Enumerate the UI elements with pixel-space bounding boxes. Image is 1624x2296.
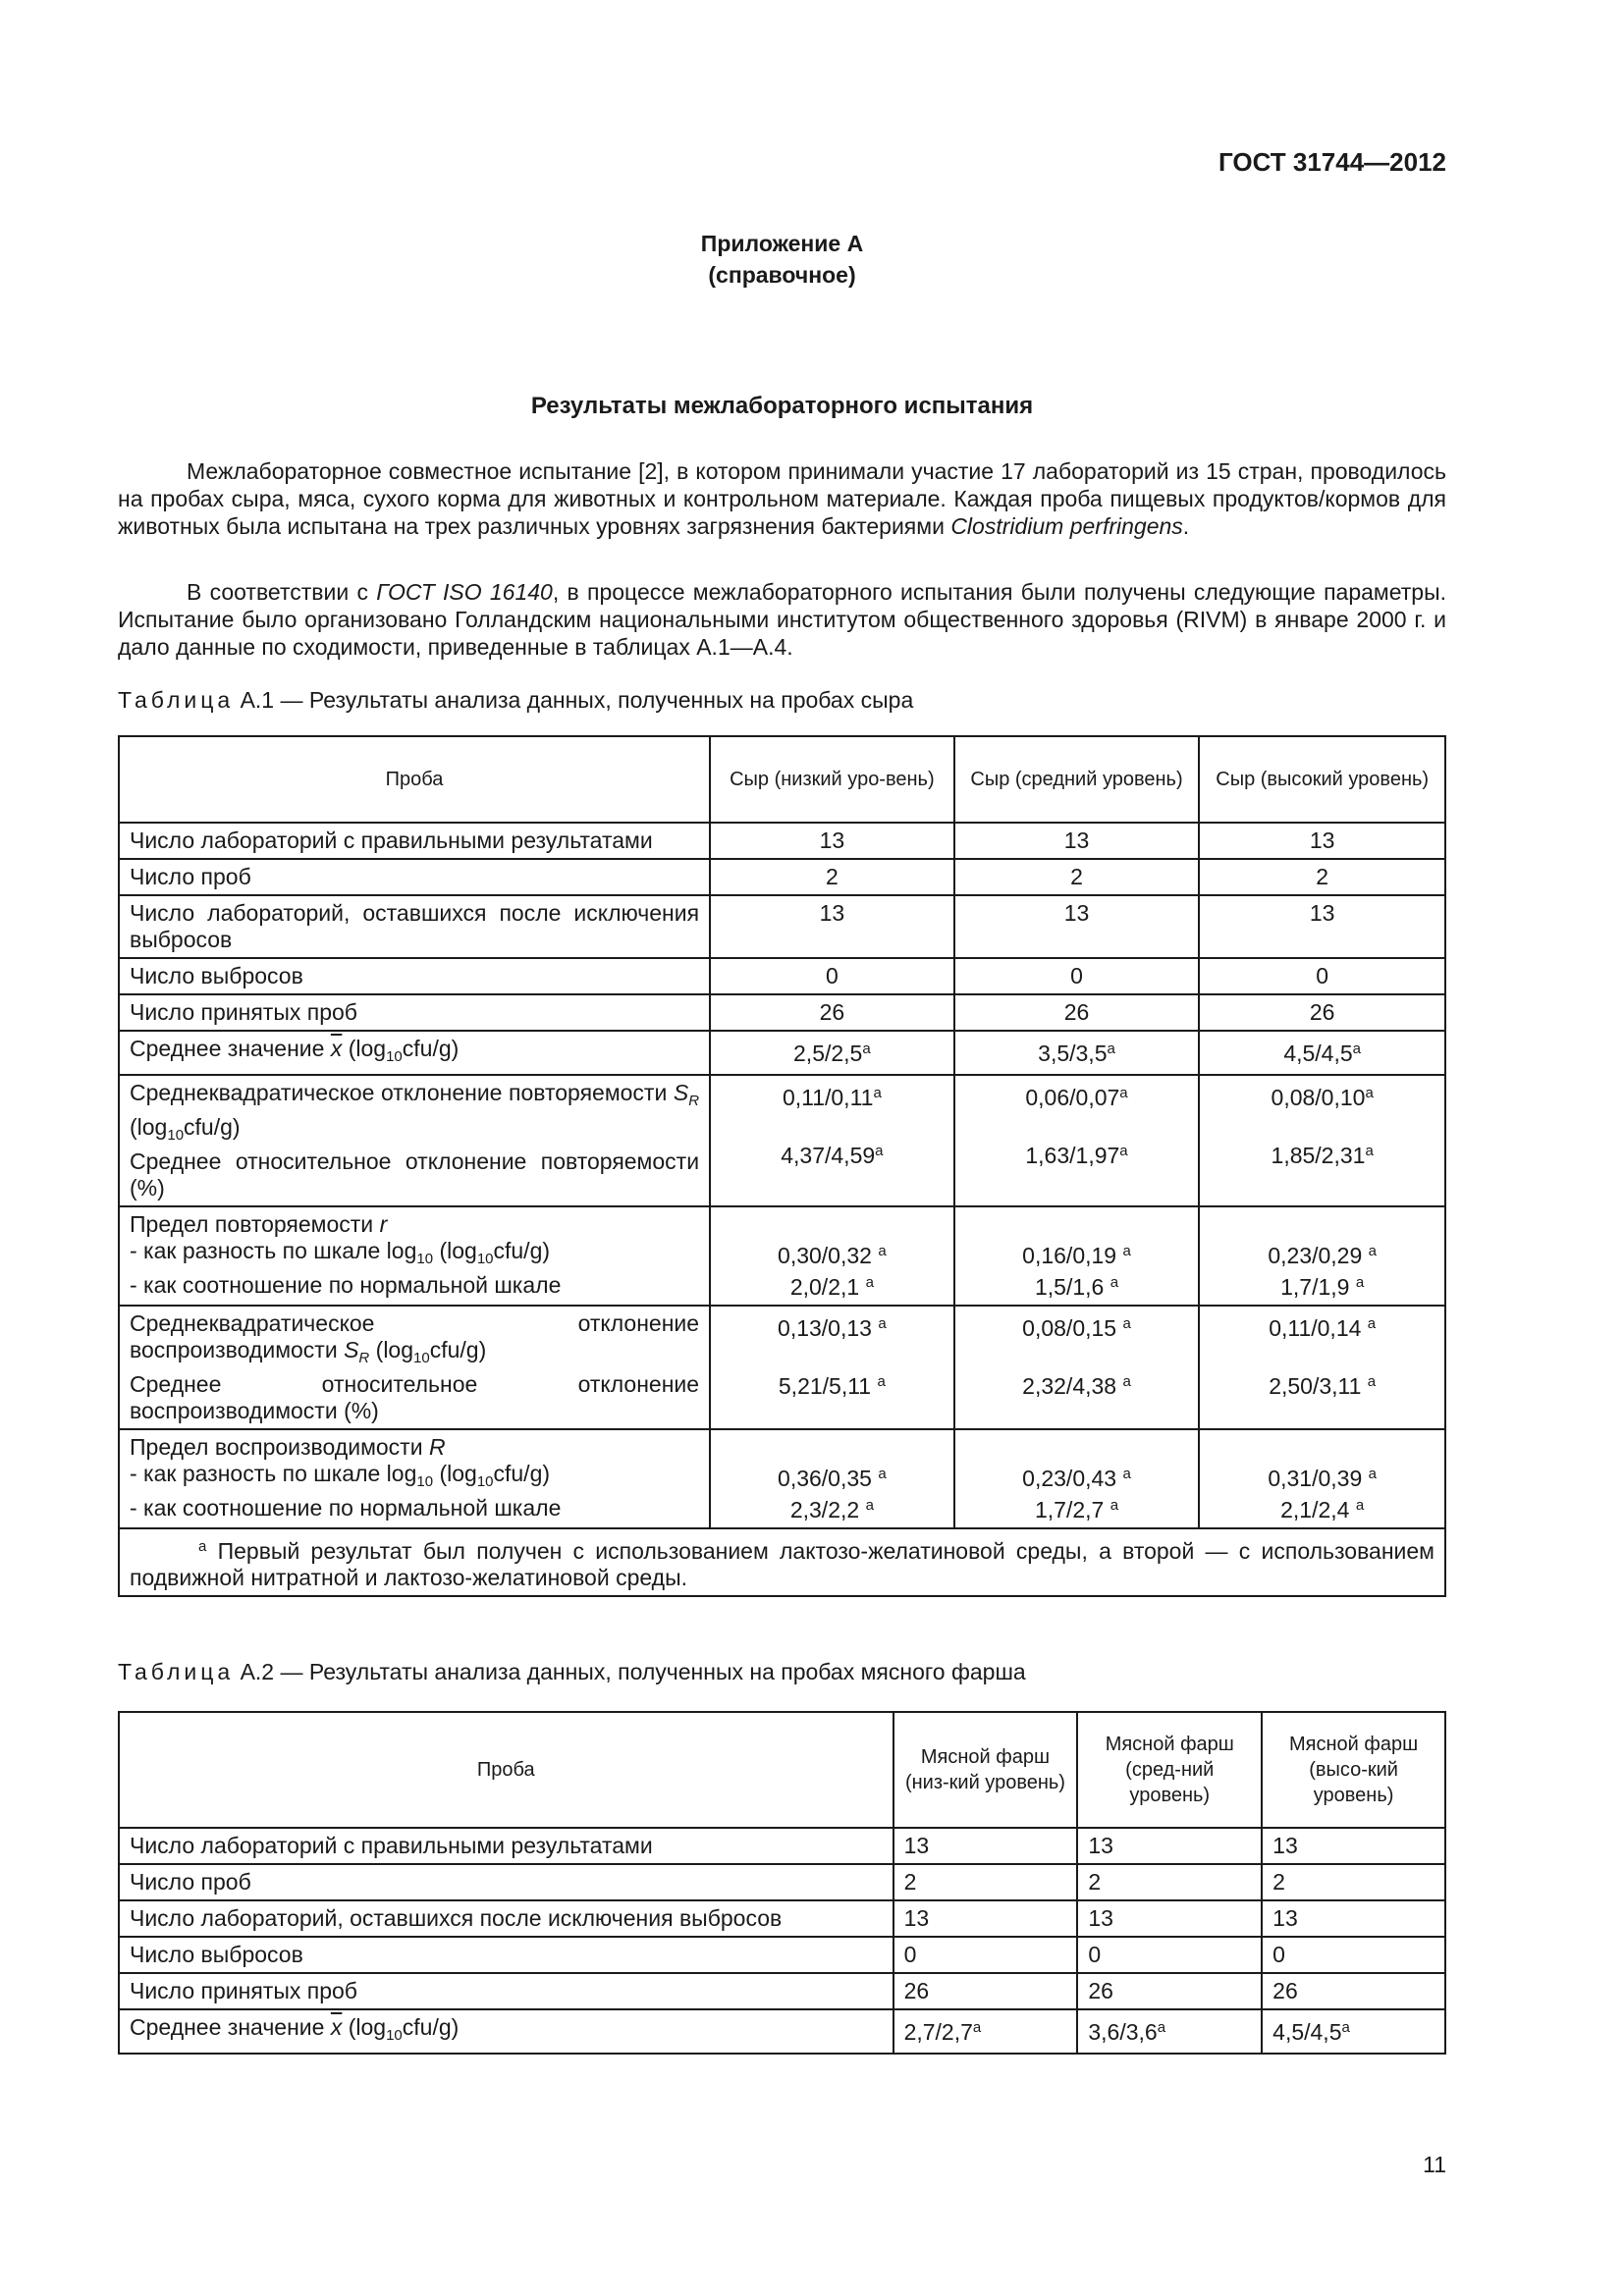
table-row-mean	[119, 2009, 1445, 2054]
cell-value: 13	[893, 1900, 1078, 1937]
cell-value: 0	[1262, 1937, 1445, 1973]
cell-value: 0,08/0,10$^a$ 1,85/2,31$^a$	[1199, 1075, 1445, 1206]
table-footnote: $^a$ Первый результат был получен с использованием лактозо-желатиновой среды, а второй — с использованием подвижной нитратной и лактозо-желатиновой среды.	[119, 1528, 1445, 1596]
cell-value: 13	[1262, 1900, 1445, 1937]
cell-value: 0,31/0,39 $^a$ 2,1/2,4 $^a$	[1199, 1429, 1445, 1528]
row-label: Число лабораторий с правильными результатами	[119, 823, 710, 859]
row-label: Среднее значение $\overline{x}$ $(\log_{10}cfu/g)$	[119, 2009, 893, 2054]
annex-heading	[118, 228, 1446, 291]
row-label: Число принятых проб	[119, 1973, 893, 2009]
cell-value: 0,11/0,14 $^a$ 2,50/3,11 $^a$	[1199, 1306, 1445, 1429]
table-row-repeatability-sd	[119, 1075, 1445, 1206]
table-row	[119, 1864, 1445, 1900]
header-meat-high: Мясной фарш (высо-кий уровень)	[1262, 1712, 1445, 1828]
table1-header-row	[119, 736, 1445, 823]
cell-value: 2	[893, 1864, 1078, 1900]
cell-value: 13	[1199, 895, 1445, 958]
header-meat-mid: Мясной фарш (сред-ний уровень)	[1077, 1712, 1262, 1828]
header-sample: Проба	[119, 736, 710, 823]
row-label: Число лабораторий, оставшихся после исключения выбросов	[119, 1900, 893, 1937]
cell-value: 4,5/4,5$^a$	[1199, 1031, 1445, 1075]
section-title: Результаты межлабораторного испытания	[530, 393, 1034, 419]
intro-paragraph-2: В соответствии с ГОСТ ISO 16140, в процессе межлабораторного испытания были получены следующие параметры. Испытание было организовано Голландским национальными институтом общественного здоровья (RIVM) в январе 2000 г. и дало данные по сходимости, приведенные в таблицах А.1—А.4.	[118, 579, 1447, 660]
row-label: Число проб	[119, 1864, 893, 1900]
cell-value: 0	[710, 958, 954, 994]
table-minced-meat	[118, 1711, 1446, 2055]
cell-value: 3,5/3,5$^a$	[954, 1031, 1200, 1075]
header-cheese-high: Сыр (высокий уровень)	[1199, 736, 1445, 823]
row-label: Число выбросов	[119, 1937, 893, 1973]
row-label: Число выбросов	[119, 958, 710, 994]
cell-value: 0,30/0,32 $^a$ 2,0/2,1 $^a$	[710, 1206, 954, 1306]
table-row	[119, 823, 1445, 859]
table-row	[119, 1937, 1445, 1973]
row-label: Число проб	[119, 859, 710, 895]
cell-value: 2	[1077, 1864, 1262, 1900]
cell-value: 0,13/0,13 $^a$ 5,21/5,11 $^a$	[710, 1306, 954, 1429]
table-cheese	[118, 735, 1446, 1597]
header-cheese-mid: Сыр (средний уровень)	[954, 736, 1200, 823]
table-row	[119, 895, 1445, 958]
cell-value: 2	[1262, 1864, 1445, 1900]
cell-value: 0,23/0,43 $^a$ 1,7/2,7 $^a$	[954, 1429, 1200, 1528]
row-label: Предел повторяемости r - как разность по шкале $\log_{10} (\log_{10}cfu/g)$ - как соотношение по нормальной шкале	[119, 1206, 710, 1306]
cell-value: 13	[1077, 1828, 1262, 1864]
cell-value: 26	[710, 994, 954, 1031]
cell-value: 2,5/2,5$^a$	[710, 1031, 954, 1075]
cell-value: 0,08/0,15 $^a$ 2,32/4,38 $^a$	[954, 1306, 1200, 1429]
header-sample: Проба	[119, 1712, 893, 1828]
cell-value: 0	[893, 1937, 1078, 1973]
table1-footnote-row	[119, 1528, 1445, 1596]
table-row	[119, 1973, 1445, 2009]
table2-header-row	[119, 1712, 1445, 1828]
table-row-reproducibility-sd	[119, 1306, 1445, 1429]
cell-value: 13	[1262, 1828, 1445, 1864]
row-label: Среднеквадратическое отклонение воспроизводимости $S_R$ $(\log_{10}cfu/g)$ Среднее относительное отклонение воспроизводимости (%)	[119, 1306, 710, 1429]
row-label: Число лабораторий, оставшихся после исключения выбросов	[119, 895, 710, 958]
cell-value: 0,11/0,11$^a$ 4,37/4,59$^a$	[710, 1075, 954, 1206]
cell-value: 0	[1077, 1937, 1262, 1973]
cell-value: 13	[710, 895, 954, 958]
cell-value: 13	[893, 1828, 1078, 1864]
table-row	[119, 958, 1445, 994]
table-row	[119, 859, 1445, 895]
cell-value: 13	[1199, 823, 1445, 859]
row-label: Среднее значение $\overline{x}$ $(\log_{10}cfu/g)$	[119, 1031, 710, 1075]
cell-value: 26	[893, 1973, 1078, 2009]
row-label: Число принятых проб	[119, 994, 710, 1031]
cell-value: 13	[954, 895, 1200, 958]
cell-value: 2,7/2,7$^a$	[893, 2009, 1078, 2054]
header-cheese-low: Сыр (низкий уро-вень)	[710, 736, 954, 823]
row-label: Число лабораторий с правильными результатами	[119, 1828, 893, 1864]
page-number: 11	[1423, 2152, 1446, 2177]
cell-value: 13	[1077, 1900, 1262, 1937]
table-row	[119, 1900, 1445, 1937]
cell-value: 26	[954, 994, 1200, 1031]
cell-value: 0	[1199, 958, 1445, 994]
header-meat-low: Мясной фарш (низ-кий уровень)	[893, 1712, 1078, 1828]
table-row-reproducibility-limit	[119, 1429, 1445, 1528]
standard-number: ГОСТ 31744—2012	[1218, 147, 1446, 177]
cell-value: 26	[1077, 1973, 1262, 2009]
table-row-repeatability-limit	[119, 1206, 1445, 1306]
cell-value: 4,5/4,5$^a$	[1262, 2009, 1445, 2054]
cell-value: 0,23/0,29 $^a$ 1,7/1,9 $^a$	[1199, 1206, 1445, 1306]
annex-label: Приложение А	[700, 231, 864, 256]
table-row-mean	[119, 1031, 1445, 1075]
cell-value: 2	[710, 859, 954, 895]
table1-caption: Таблица А.1 — Результаты анализа данных, полученных на пробах сыра	[118, 687, 914, 713]
cell-value: 0,06/0,07$^a$ 1,63/1,97$^a$	[954, 1075, 1200, 1206]
table-row	[119, 994, 1445, 1031]
cell-value: 2	[1199, 859, 1445, 895]
annex-type: (справочное)	[708, 262, 856, 288]
cell-value: 0,16/0,19 $^a$ 1,5/1,6 $^a$	[954, 1206, 1200, 1306]
cell-value: 13	[954, 823, 1200, 859]
cell-value: 3,6/3,6$^a$	[1077, 2009, 1262, 2054]
cell-value: 26	[1262, 1973, 1445, 2009]
cell-value: 2	[954, 859, 1200, 895]
cell-value: 26	[1199, 994, 1445, 1031]
intro-paragraph-1: Межлабораторное совместное испытание [2], в котором принимали участие 17 лабораторий из 15 стран, проводилось на пробах сыра, мяса, сухого корма для животных и контрольном материале. Каждая проба пищевых продуктов/кормов для животных была испытана на трех различных уровнях загрязнения бактериями Clostridium perfringens.	[118, 458, 1446, 539]
cell-value: 0,36/0,35 $^a$ 2,3/2,2 $^a$	[710, 1429, 954, 1528]
row-label: Среднеквадратическое отклонение повторяемости $S_R$ $(\log_{10}cfu/g)$ Среднее относительное отклонение повторяемости (%)	[119, 1075, 710, 1206]
table-row	[119, 1828, 1445, 1864]
cell-value: 0	[954, 958, 1200, 994]
cell-value: 13	[710, 823, 954, 859]
table2-caption: Таблица А.2 — Результаты анализа данных, полученных на пробах мясного фарша	[118, 1659, 1026, 1684]
row-label: Предел воспроизводимости R - как разность по шкале $\log_{10} (\log_{10}cfu/g)$ - как соотношение по нормальной шкале	[119, 1429, 710, 1528]
